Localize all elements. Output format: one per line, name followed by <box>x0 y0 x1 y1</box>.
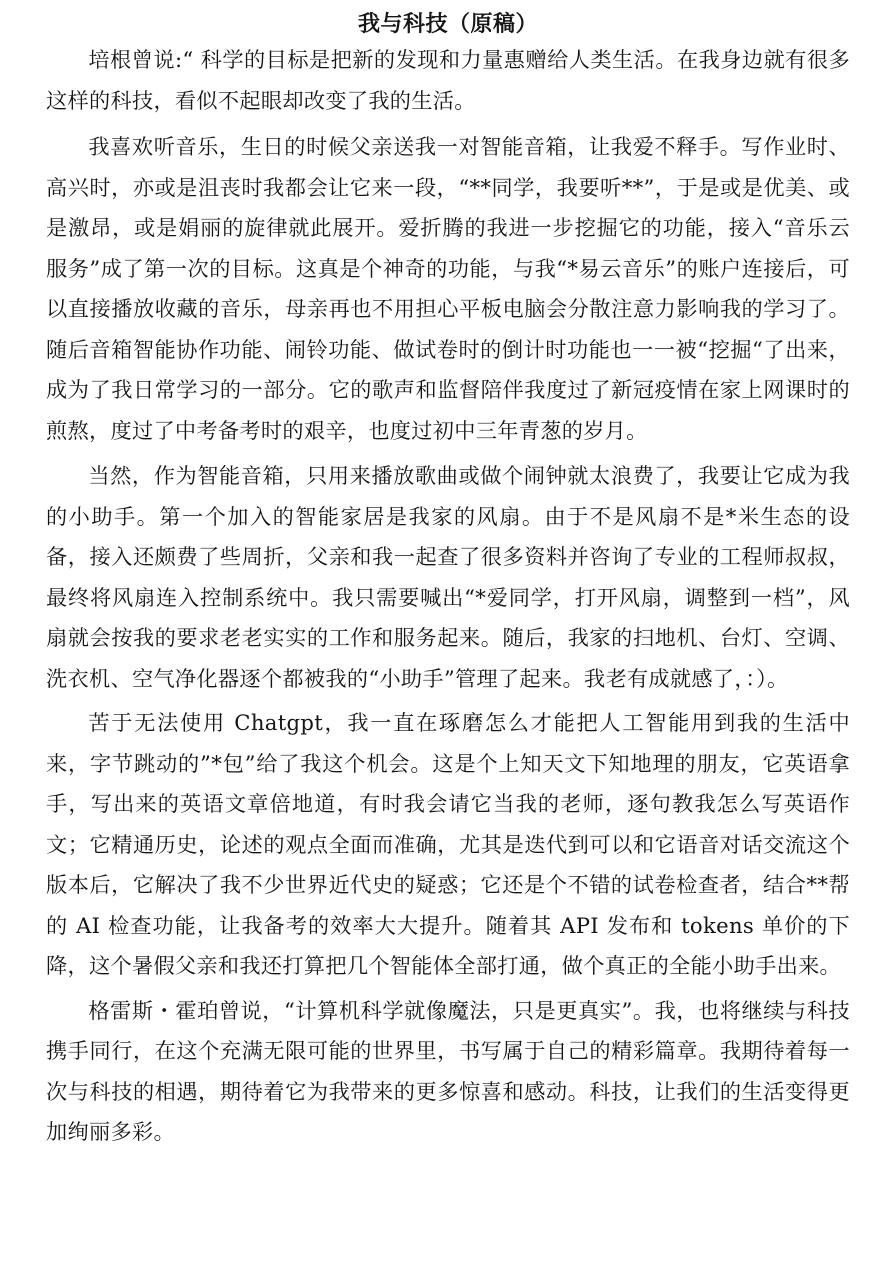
paragraph-smart-speaker: 我喜欢听音乐，生日的时候父亲送我一对智能音箱，让我爱不释手。写作业时、高兴时，亦或是沮丧时我都会让它来一段，“**同学，我要听**”，于是或是优美、或是激昂，或是娟丽的旋律就此展开。爱折腾的我进一步挖掘它的功能，接入“音乐云服务”成了第一次的目标。这真是个神奇的功能，与我“*易云音乐”的账户连接后，可以直接播放收藏的音乐，母亲再也不用担心平板电脑会分散注意力影响我的学习了。随后音箱智能协作功能、闹铃功能、做试卷时的倒计时功能也一一被“挖掘“了出来，成为了我日常学习的一部分。它的歌声和监督陪伴我度过了新冠疫情在家上网课时的煎熬，度过了中考备考时的艰辛，也度过初中三年青葱的岁月。 <box>46 134 850 443</box>
paragraph-conclusion: 格雷斯・霍珀曾说，“计算机科学就像魔法，只是更真实”。我，也将继续与科技携手同行，在这个充满无限可能的世界里，书写属于自己的精彩篇章。我期待着每一次与科技的相遇，期待着它为我带来的更多惊喜和感动。科技，让我们的生活变得更加绚丽多彩。 <box>46 997 850 1144</box>
paragraph-bacon-quote: 培根曾说:“ 科学的目标是把新的发现和力量惠赠给人类生活。在我身边就有很多这样的科技，看似不起眼却改变了我的生活。 <box>46 47 850 113</box>
paragraph-ai-assistant: 苦于无法使用 Chatgpt，我一直在琢磨怎么才能把人工智能用到我的生活中来，字节跳动的”*包”给了我这个机会。这是个上知天文下知地理的朋友，它英语拿手，写出来的英语文章倍地道，有时我会请它当我的老师，逐句教我怎么写英语作文；它精通历史，论述的观点全面而准确，尤其是迭代到可以和它语音对话交流这个版本后，它解决了我不少世界近代史的疑惑；它还是个不错的试卷检查者，结合**帮的 AI 检查功能，让我备考的效率大大提升。随着其 API 发布和 tokens 单价的下降，这个暑假父亲和我还打算把几个智能体全部打通，做个真正的全能小助手出来。 <box>46 710 850 978</box>
document-title: 我与科技（原稿） <box>357 11 538 37</box>
paragraph-smart-home: 当然，作为智能音箱，只用来播放歌曲或做个闹钟就太浪费了，我要让它成为我的小助手。第一个加入的智能家居是我家的风扇。由于不是风扇不是*米生态的设备，接入还颇费了些周折，父亲和我一起查了很多资料并咨询了专业的工程师叔叔，最终将风扇连入控制系统中。我只需要喊出“*爱同学，打开风扇，调整到一档”，风扇就会按我的要求老老实实的工作和服务起来。随后，我家的扫地机、台灯、空调、洗衣机、空气净化器逐个都被我的“小助手”管理了起来。我老有成就感了，：）。 <box>46 463 850 691</box>
